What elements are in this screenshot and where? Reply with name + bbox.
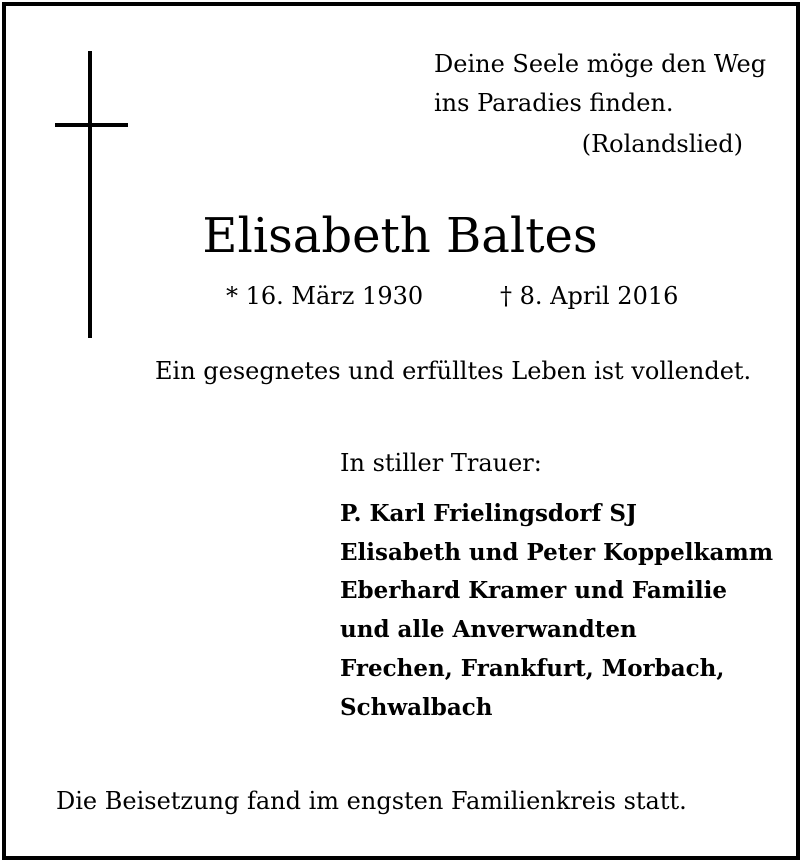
- quote-line-1: Deine Seele möge den Weg: [434, 50, 767, 78]
- quote-source: (Rolandslied): [581, 130, 743, 158]
- mourning-label: In stiller Trauer:: [340, 449, 542, 477]
- birth-date: * 16. März 1930: [226, 282, 424, 310]
- mourner-line: Eberhard Kramer und Familie: [340, 577, 727, 605]
- cross-icon: [88, 51, 92, 338]
- burial-note: Die Beisetzung fand im engsten Familienkreis statt.: [56, 787, 687, 815]
- mourner-line: Frechen, Frankfurt, Morbach,: [340, 654, 725, 682]
- death-date: † 8. April 2016: [500, 282, 679, 310]
- mourner-line: Schwalbach: [340, 693, 493, 721]
- quote-line-2: ins Paradies finden.: [434, 89, 674, 117]
- epitaph: Ein gesegnetes und erfülltes Leben ist vollendet.: [155, 357, 752, 385]
- mourners-list: [340, 495, 773, 727]
- mourner-line: Elisabeth und Peter Koppelkamm: [340, 538, 774, 566]
- deceased-name: Elisabeth Baltes: [202, 208, 598, 264]
- cross-icon-bar: [55, 123, 128, 127]
- mourner-line: P. Karl Frielingsdorf SJ: [340, 500, 637, 527]
- mourner-line: und alle Anverwandten: [340, 616, 637, 644]
